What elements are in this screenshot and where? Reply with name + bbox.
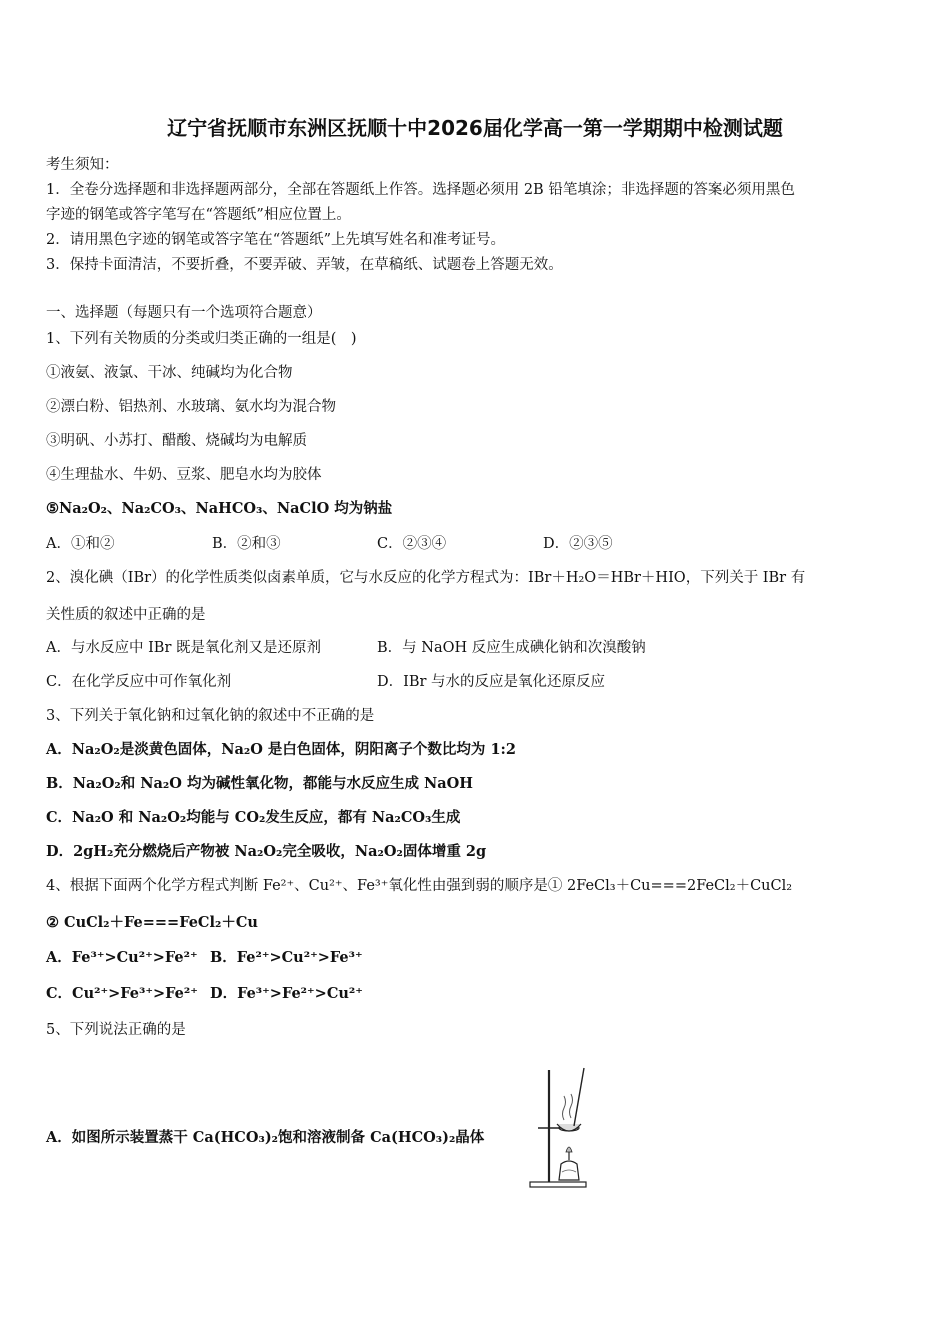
q1-option-d[interactable]: D．②③⑤ xyxy=(543,536,613,552)
q4-option-b[interactable]: B．Fe²⁺>Cu²⁺>Fe³⁺ xyxy=(210,949,363,966)
notice-heading: 考生须知： xyxy=(46,157,119,173)
q5-stem: 5、下列说法正确的是 xyxy=(46,1022,186,1038)
q2-option-d[interactable]: D．IBr 与水的反应是氧化还原反应 xyxy=(377,674,606,690)
notice-line-1a: 1．全卷分选择题和非选择题两部分，全部在答题纸上作答。选择题必须用 2B 铅笔填涂；非选择题的答案必须用黑色 xyxy=(46,182,795,198)
q1-statement-4: ④生理盐水、牛奶、豆浆、肥皂水均为胶体 xyxy=(46,467,322,483)
q4-option-a[interactable]: A．Fe³⁺>Cu²⁺>Fe²⁺ xyxy=(46,949,198,966)
q1-statement-3: ③明矾、小苏打、醋酸、烧碱均为电解质 xyxy=(46,433,307,449)
q3-stem: 3、下列关于氧化钠和过氧化钠的叙述中不正确的是 xyxy=(46,708,375,724)
q1-statement-5: ⑤Na₂O₂、Na₂CO₃、NaHCO₃、NaClO 均为钠盐 xyxy=(46,500,393,517)
q2-stem-b: 关性质的叙述中正确的是 xyxy=(46,607,206,623)
q1-option-b[interactable]: B．②和③ xyxy=(212,536,281,552)
page-title: 辽宁省抚顺市东洲区抚顺十中2026届化学高一第一学期期中检测试题 xyxy=(167,116,783,140)
q5-option-a[interactable]: A．如图所示装置蒸干 Ca(HCO₃)₂饱和溶液制备 Ca(HCO₃)₂晶体 xyxy=(46,1129,485,1146)
q4-stem-b: ② CuCl₂＋Fe===FeCl₂＋Cu xyxy=(46,914,258,931)
q3-option-b[interactable]: B．Na₂O₂和 Na₂O 均为碱性氧化物，都能与水反应生成 NaOH xyxy=(46,775,473,792)
q2-stem-a: 2、溴化碘（IBr）的化学性质类似卤素单质，它与水反应的化学方程式为：IBr＋H₂O＝HBr＋HIO，下列关于 IBr 有 xyxy=(46,570,806,586)
q4-stem-a: 4、根据下面两个化学方程式判断 Fe²⁺、Cu²⁺、Fe³⁺氧化性由强到弱的顺序是① 2FeCl₃＋Cu===2FeCl₂＋CuCl₂ xyxy=(46,878,793,894)
q1-option-c[interactable]: C．②③④ xyxy=(377,536,447,552)
q3-option-a[interactable]: A．Na₂O₂是淡黄色固体，Na₂O 是白色固体，阴阳离子个数比均为 1:2 xyxy=(46,741,516,758)
q2-option-a[interactable]: A．与水反应中 IBr 既是氧化剂又是还原剂 xyxy=(46,640,322,656)
q1-statement-1: ①液氨、液氯、干冰、纯碱均为化合物 xyxy=(46,365,293,381)
q4-option-c[interactable]: C．Cu²⁺>Fe³⁺>Fe²⁺ xyxy=(46,985,198,1002)
q4-option-d[interactable]: D．Fe³⁺>Fe²⁺>Cu²⁺ xyxy=(210,985,363,1002)
notice-line-1b: 字迹的钢笔或答字笔写在“答题纸”相应位置上。 xyxy=(46,207,351,223)
q1-statement-2: ②漂白粉、铝热剂、水玻璃、氨水均为混合物 xyxy=(46,399,336,415)
notice-line-2: 2．请用黑色字迹的钢笔或答字笔在“答题纸”上先填写姓名和准考证号。 xyxy=(46,232,506,248)
q1-stem: 1、下列有关物质的分类或归类正确的一组是( ) xyxy=(46,331,357,347)
q3-option-c[interactable]: C．Na₂O 和 Na₂O₂均能与 CO₂发生反应，都有 Na₂CO₃生成 xyxy=(46,809,461,826)
q3-option-d[interactable]: D．2gH₂充分燃烧后产物被 Na₂O₂完全吸收，Na₂O₂固体增重 2g xyxy=(46,843,487,860)
evaporation-apparatus-icon xyxy=(522,1064,594,1192)
q2-option-c[interactable]: C．在化学反应中可作氧化剂 xyxy=(46,674,232,690)
q2-option-b[interactable]: B．与 NaOH 反应生成碘化钠和次溴酸钠 xyxy=(377,640,646,656)
notice-line-3: 3．保持卡面清洁，不要折叠，不要弄破、弄皱，在草稿纸、试题卷上答题无效。 xyxy=(46,257,563,273)
q1-option-a[interactable]: A．①和② xyxy=(46,536,115,552)
section-heading: 一、选择题（每题只有一个选项符合题意） xyxy=(46,305,322,321)
